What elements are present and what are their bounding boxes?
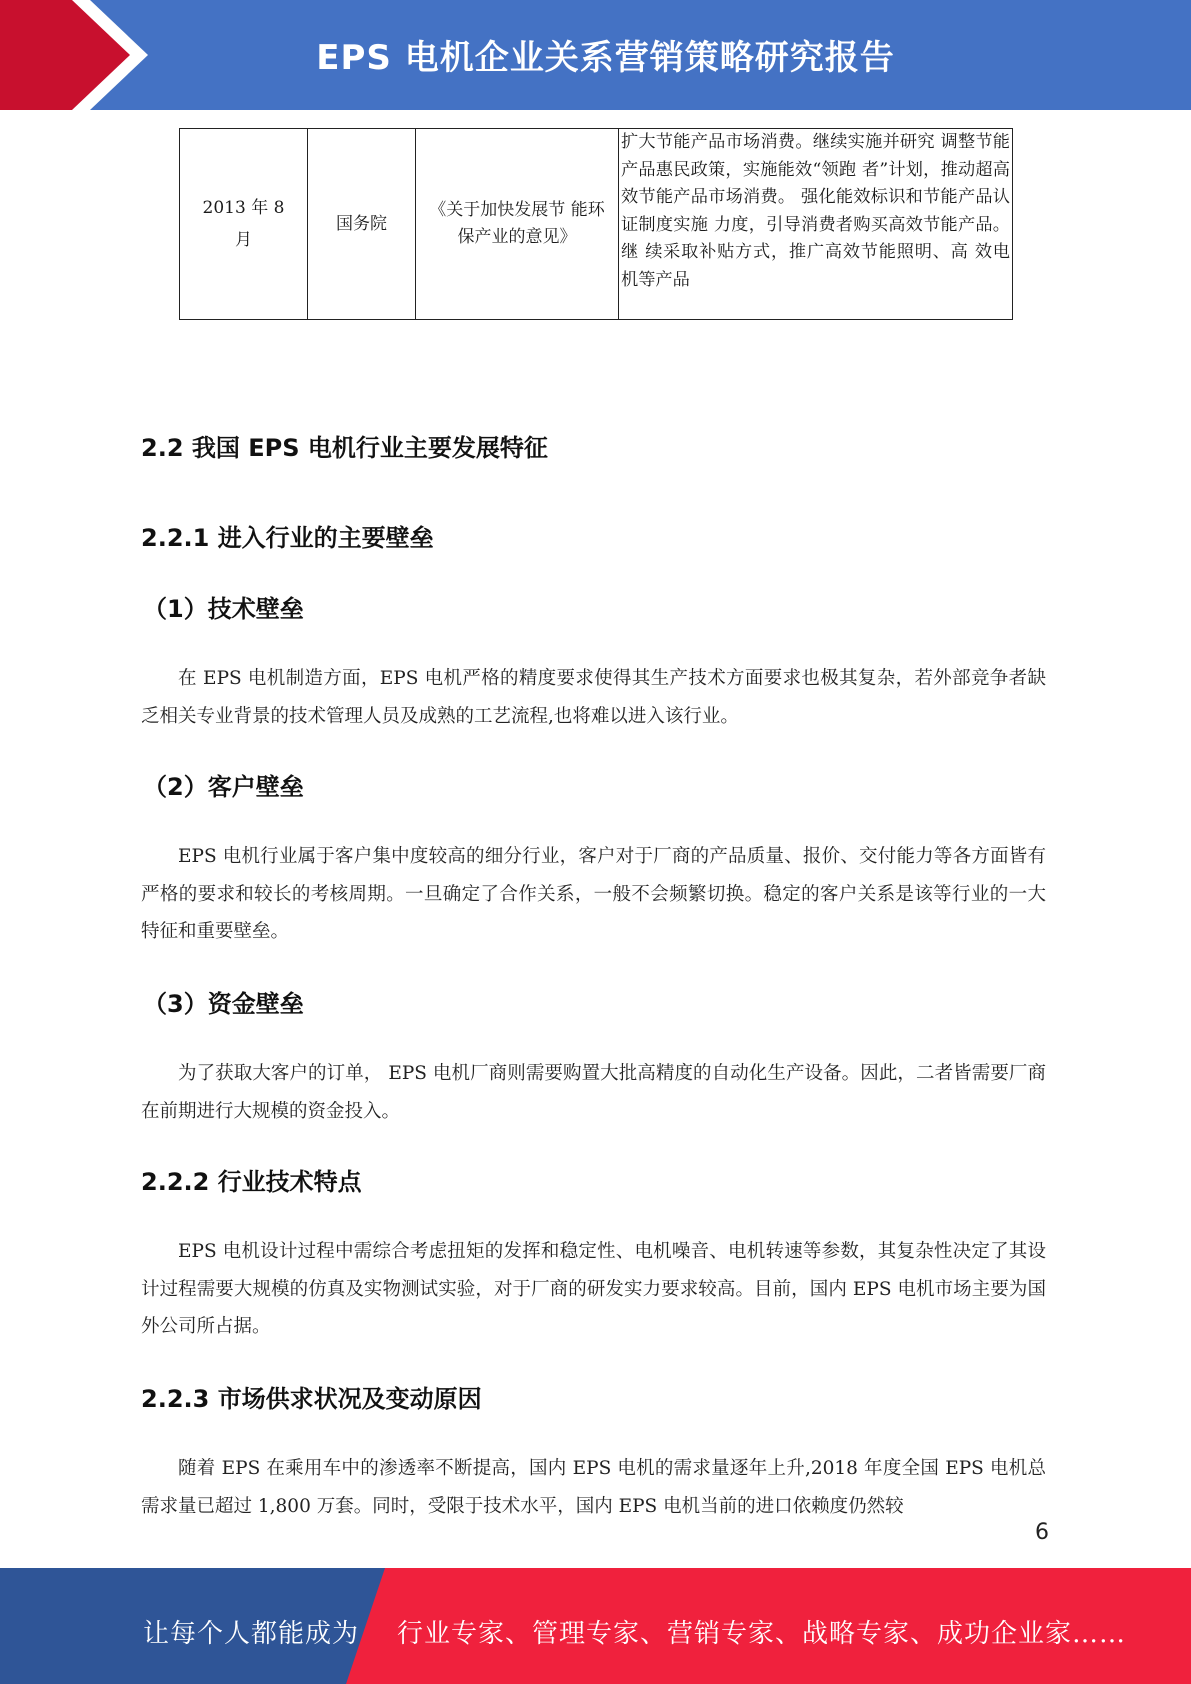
table-cell-issuer: 国务院 — [308, 129, 416, 320]
report-title: EPS 电机企业关系营销策略研究报告 — [316, 38, 895, 78]
paragraph-customer-barrier: EPS 电机行业属于客户集中度较高的细分行业，客户对于厂商的产品质量、报价、交付能力等各方面皆有严格的要求和较长的考核周期。一旦确定了合作关系，一般不会频繁切换。稳定的客户关系是该等行业的一大特征和重要壁垒。 — [141, 846, 1046, 942]
section-heading-2-2-1: 2.2.1 进入行业的主要壁垒 — [141, 524, 434, 552]
footer-banner — [0, 1568, 1191, 1684]
footer-slogan-left: 让每个人都能成为 — [143, 1619, 360, 1649]
section-heading-2-2-3: 2.2.3 市场供求状况及变动原因 — [141, 1385, 482, 1413]
section-heading-2-2: 2.2 我国 EPS 电机行业主要发展特征 — [141, 434, 548, 462]
subheading-capital-barrier: （3）资金壁垒 — [143, 990, 304, 1018]
paragraph-capital-barrier: 为了获取大客户的订单， EPS 电机厂商则需要购置大批高精度的自动化生产设备。因此，二者皆需要厂商在前期进行大规模的资金投入。 — [141, 1063, 1046, 1122]
subheading-customer-barrier: （2）客户壁垒 — [143, 773, 304, 801]
policy-table — [179, 128, 1013, 320]
table-cell-measures: 扩大节能产品市场消费。继续实施并研究 调整节能产品惠民政策，实施能效“领跑 者”计划，推动超高效节能产品市场消费。 强化能效标识和节能产品认证制度实施 力度，引导消费者购买高效节能产品。继 续采取补贴方式，推广高效节能照明、高 效电机等产品 — [619, 129, 1013, 320]
page-number: 6 — [1035, 1520, 1049, 1545]
footer-slogan-right: 行业专家、管理专家、营销专家、战略专家、成功企业家…… — [397, 1619, 1127, 1649]
paragraph-tech-barrier: 在 EPS 电机制造方面，EPS 电机严格的精度要求使得其生产技术方面要求也极其复杂，若外部竞争者缺乏相关专业背景的技术管理人员及成熟的工艺流程,也将难以进入该行业。 — [141, 668, 1046, 727]
table-cell-date: 2013 年 8 月 — [180, 129, 308, 320]
header-banner — [0, 0, 1191, 110]
table-row — [180, 129, 1013, 320]
paragraph-tech-features: EPS 电机设计过程中需综合考虑扭矩的发挥和稳定性、电机噪音、电机转速等参数，其复杂性决定了其设计过程需要大规模的仿真及实物测试实验，对于厂商的研发实力要求较高。目前，国内 EPS 电机市场主要为国外公司所占据。 — [141, 1241, 1046, 1337]
table-cell-document: 《关于加快发展节 能环保产业的意见》 — [416, 129, 619, 320]
subheading-tech-barrier: （1）技术壁垒 — [143, 595, 304, 623]
paragraph-supply-demand: 随着 EPS 在乘用车中的渗透率不断提高，国内 EPS 电机的需求量逐年上升,2018 年度全国 EPS 电机总需求量已超过 1,800 万套。同时，受限于技术水平，国内 EPS 电机当前的进口依赖度仍然较 — [141, 1458, 1046, 1517]
section-heading-2-2-2: 2.2.2 行业技术特点 — [141, 1168, 362, 1196]
